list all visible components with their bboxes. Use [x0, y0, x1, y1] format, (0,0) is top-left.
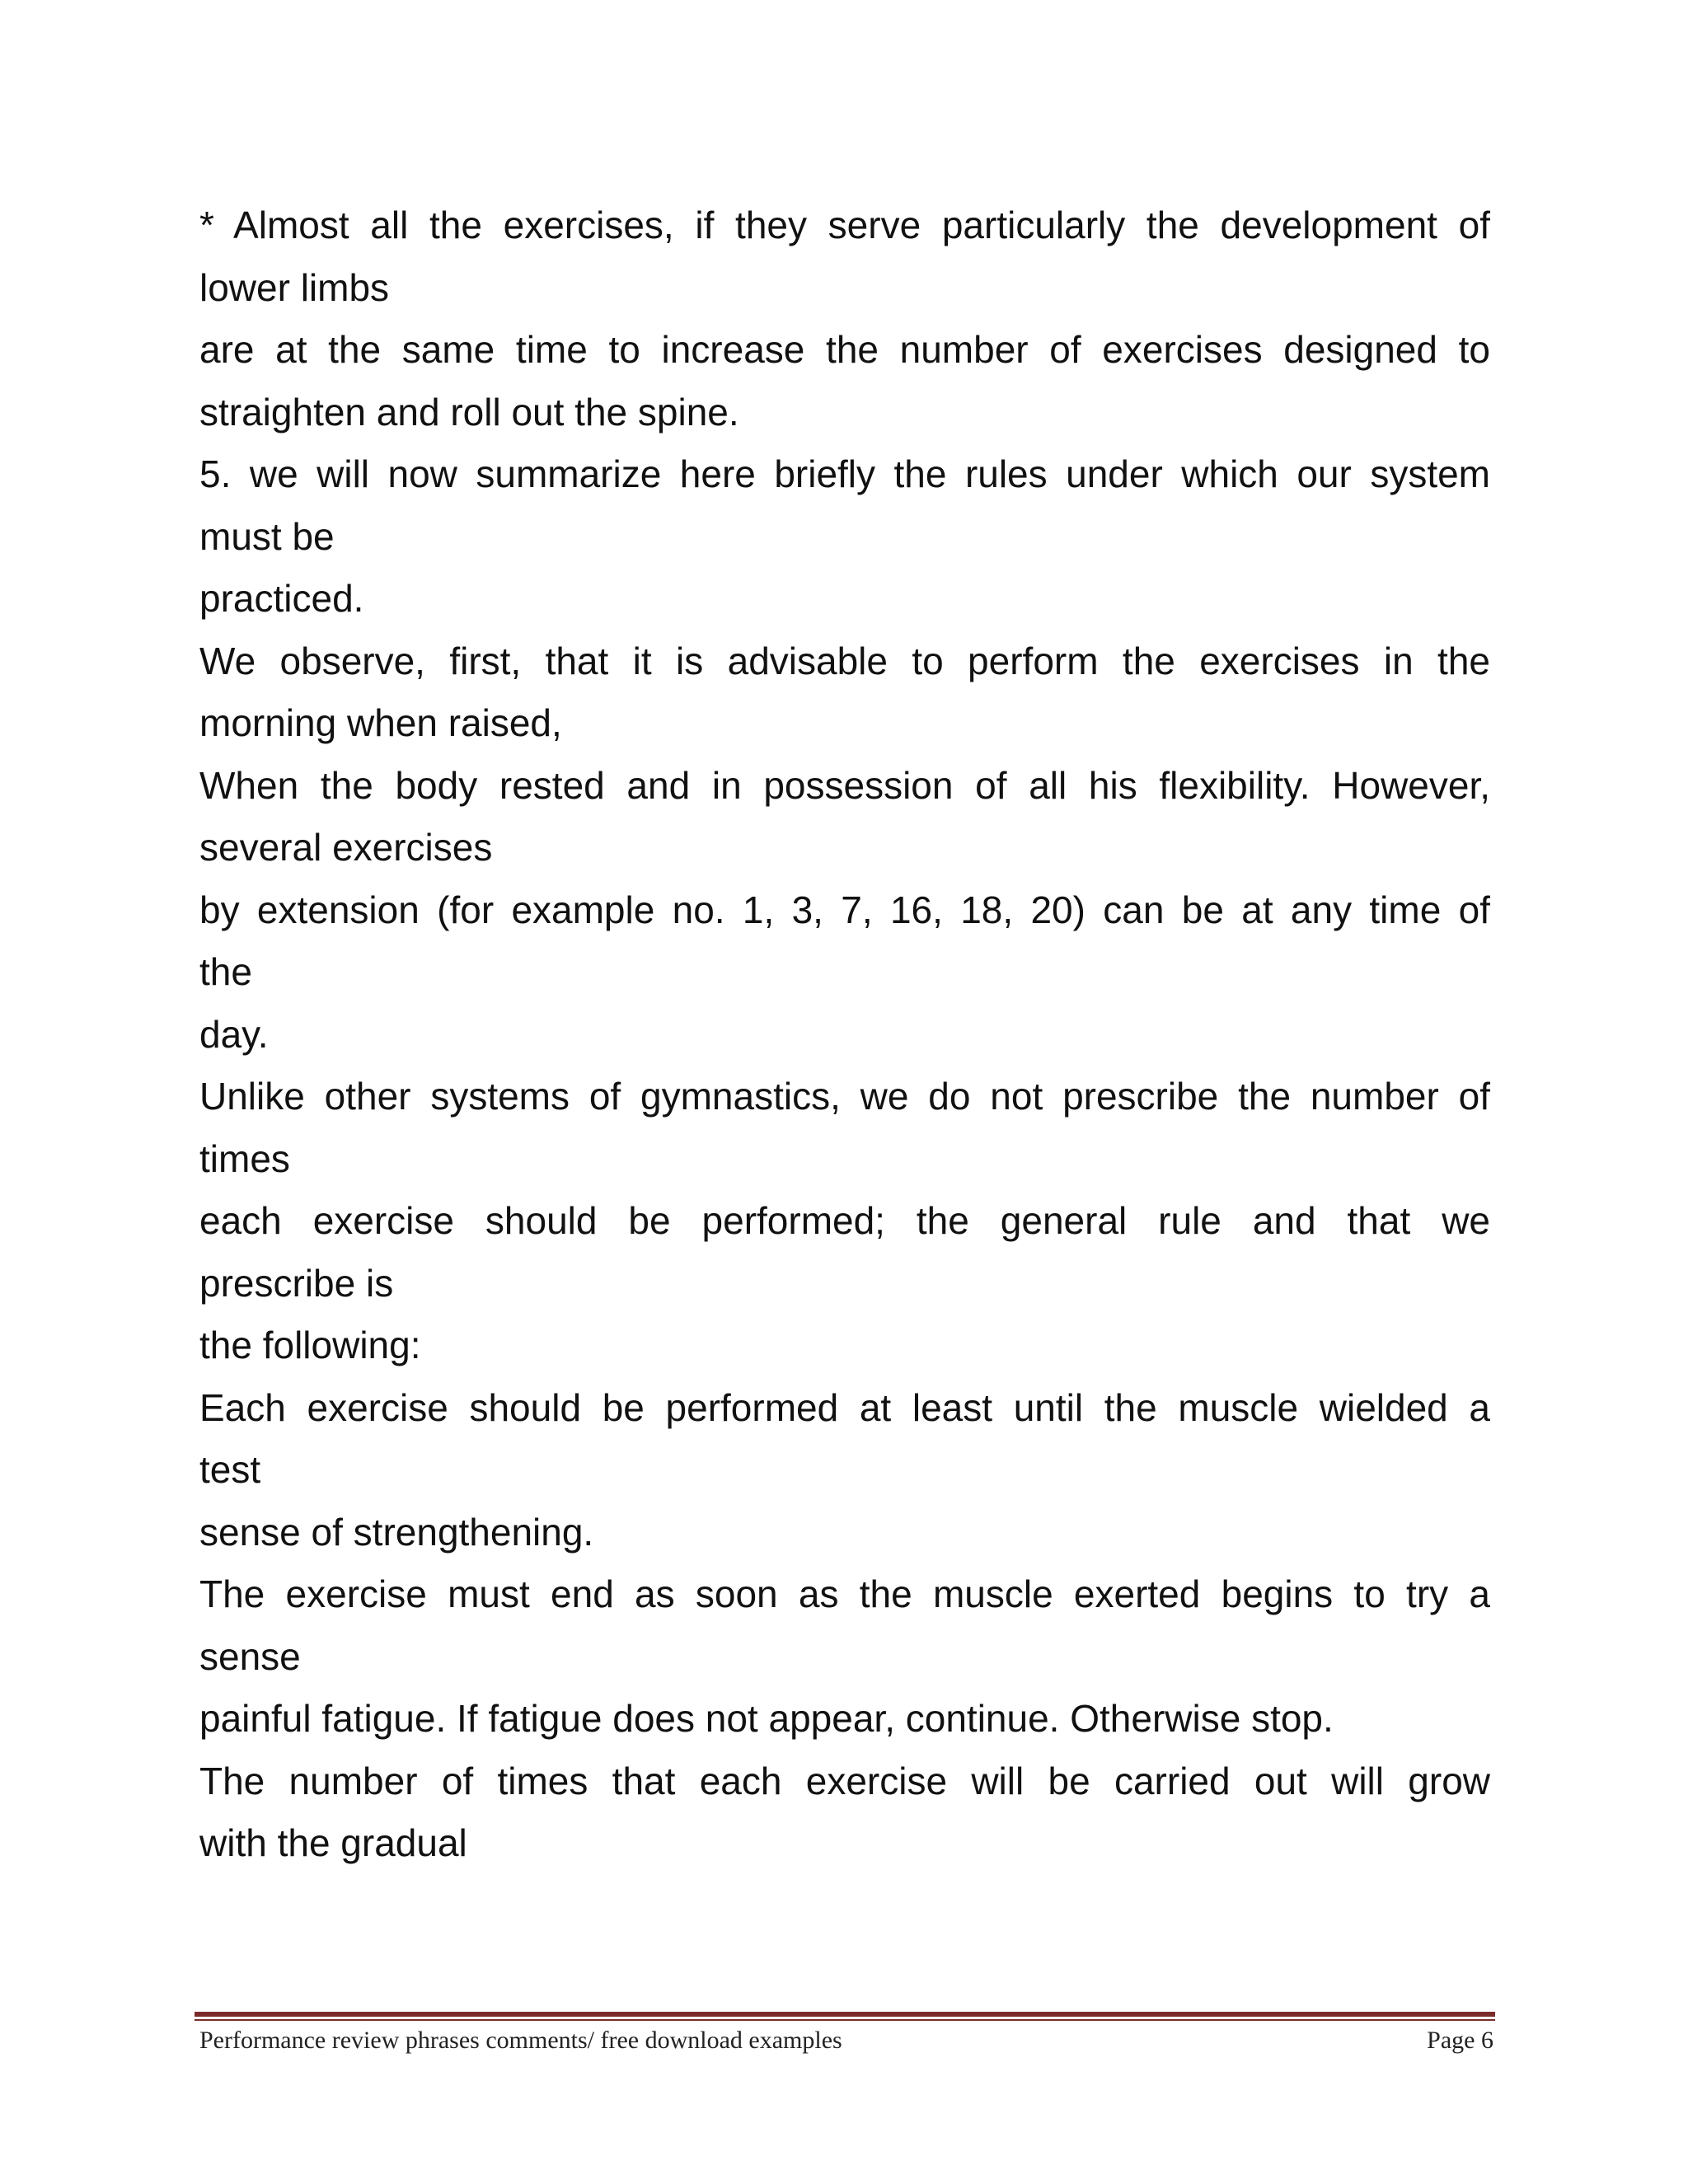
text-line: painful fatigue. If fatigue does not appear, continue. Otherwise stop. [199, 1697, 1334, 1740]
text-line: lower limbs [199, 265, 390, 309]
text-line: When the body rested and in possession of all his flexibility. However, [199, 763, 1490, 807]
text-line: * Almost all the exercises, if they serve particularly the development of [199, 204, 1490, 246]
text-line: times [199, 1137, 290, 1180]
footer-divider [195, 2012, 1495, 2017]
text-line: morning when raised, [199, 701, 562, 744]
text-line: sense of strengthening. [199, 1510, 594, 1554]
text-line: prescribe is [199, 1261, 394, 1305]
text-line: Each exercise should be performed at least until the muscle wielded a [199, 1385, 1490, 1429]
text-line: each exercise should be performed; the general rule and that we [199, 1199, 1490, 1242]
text-line: by extension (for example no. 1, 3, 7, 16, 18, 20) can be at any time of [199, 888, 1490, 931]
text-line: straighten and roll out the spine. [199, 390, 739, 434]
text-line: several exercises [199, 826, 493, 869]
text-line: are at the same time to increase the number of exercises designed to [199, 328, 1490, 371]
text-line: 5. we will now summarize here briefly the rules under which our system [199, 452, 1490, 495]
page-number: Page 6 [1427, 2027, 1493, 2054]
text-line: must be [199, 514, 335, 558]
text-line: the following: [199, 1324, 421, 1366]
text-line: sense [199, 1634, 301, 1678]
footer-divider-thin [195, 2019, 1495, 2021]
text-line: The exercise must end as soon as the muscle exerted begins to try a [199, 1572, 1490, 1615]
text-line: with the gradual [199, 1821, 467, 1864]
text-line: The number of times that each exercise will be carried out will grow [199, 1759, 1490, 1802]
text-line: test [199, 1448, 261, 1491]
text-line: the [199, 950, 252, 993]
text-line: We observe, first, that it is advisable to perform the exercises in the [199, 639, 1490, 682]
footer-text: Performance review phrases comments/ free download examples [199, 2027, 842, 2054]
text-line: day. [199, 1012, 269, 1056]
text-line: Unlike other systems of gymnastics, we do not prescribe the number of [199, 1075, 1490, 1118]
text-line: practiced. [199, 577, 364, 620]
body-text [199, 194, 1490, 1875]
